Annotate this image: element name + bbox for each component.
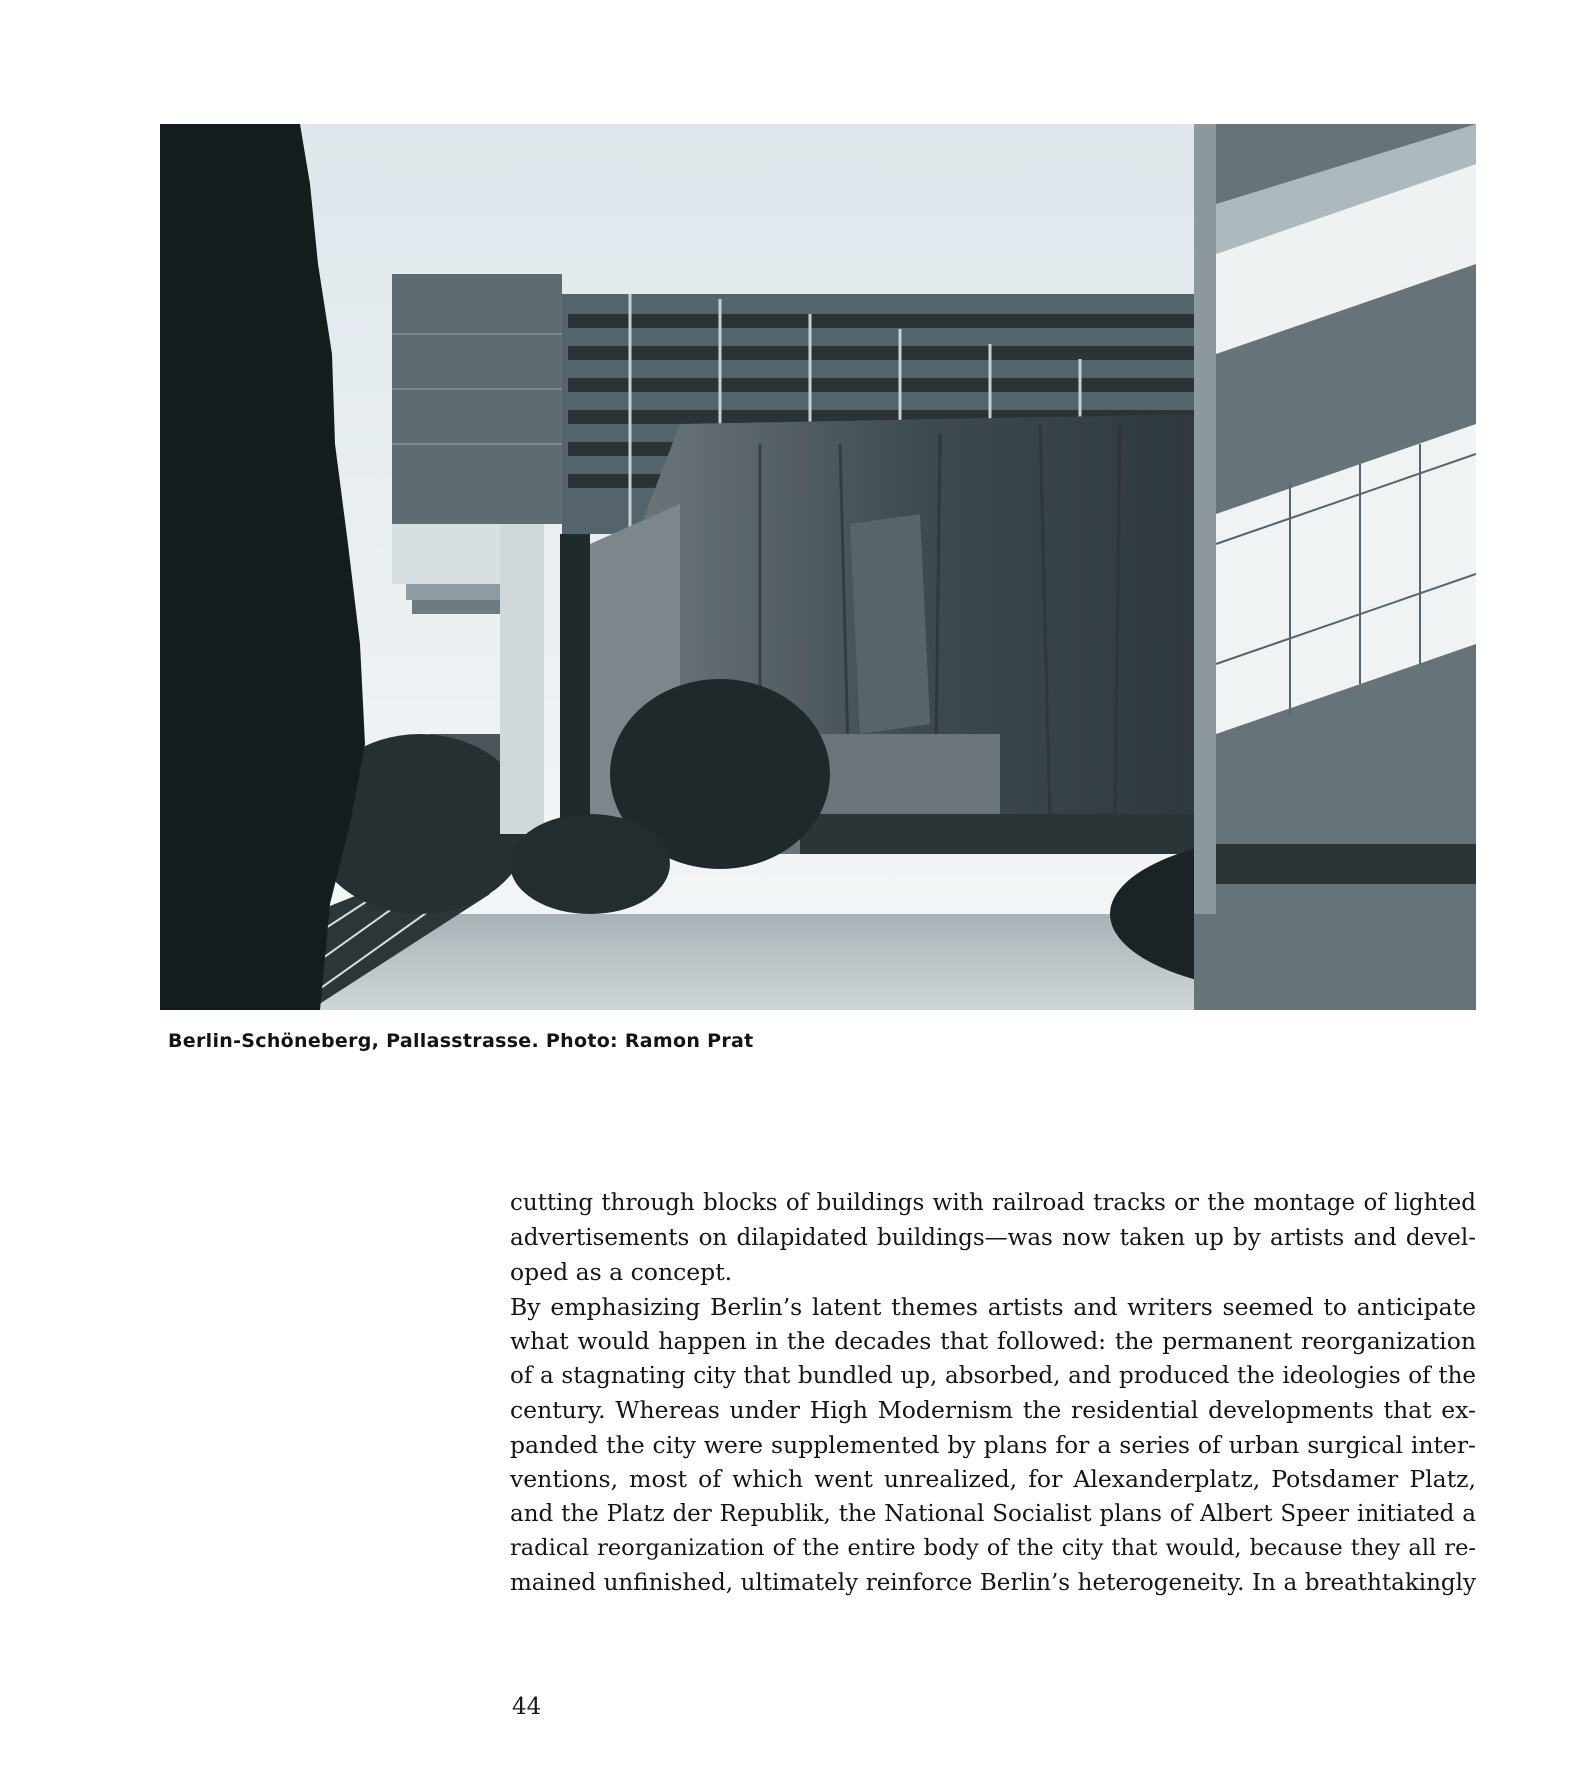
body-line: cutting through blocks of buildings with railroad tracks or the montage of lighted bbox=[510, 1190, 1476, 1216]
body-line: panded the city were supplemented by plans for a series of urban surgical inter- bbox=[510, 1430, 1476, 1459]
body-line: century. Whereas under High Modernism the residential developments that ex- bbox=[510, 1396, 1476, 1424]
body-line: radical reorganization of the entire body of the city that would, because they all re- bbox=[510, 1535, 1476, 1561]
body-line: what would happen in the decades that followed: the permanent reorganization bbox=[510, 1327, 1476, 1355]
page-number: 44 bbox=[512, 1694, 542, 1720]
figure-caption: Berlin-Schöneberg, Pallasstrasse. Photo: Ramon Prat bbox=[168, 1030, 754, 1052]
photo-berlin-schoeneberg bbox=[160, 124, 1476, 1010]
body-line: of a stagnating city that bundled up, absorbed, and produced the ideologies of the bbox=[510, 1362, 1476, 1389]
body-line: and the Platz der Republik, the National Socialist plans of Albert Speer initiated a bbox=[510, 1500, 1476, 1527]
body-line: oped as a concept. bbox=[510, 1258, 733, 1286]
body-line: ventions, most of which went unrealized, for Alexanderplatz, Potsdamer Platz, bbox=[510, 1465, 1476, 1493]
body-text bbox=[510, 1186, 1476, 1600]
body-line: By emphasizing Berlin’s latent themes artists and writers seemed to anticipate bbox=[510, 1292, 1476, 1321]
body-line: mained unfinished, ultimately reinforce Berlin’s heterogeneity. In a breathtakingly bbox=[510, 1569, 1476, 1596]
body-line: advertisements on dilapidated buildings—was now taken up by artists and devel- bbox=[510, 1224, 1476, 1251]
